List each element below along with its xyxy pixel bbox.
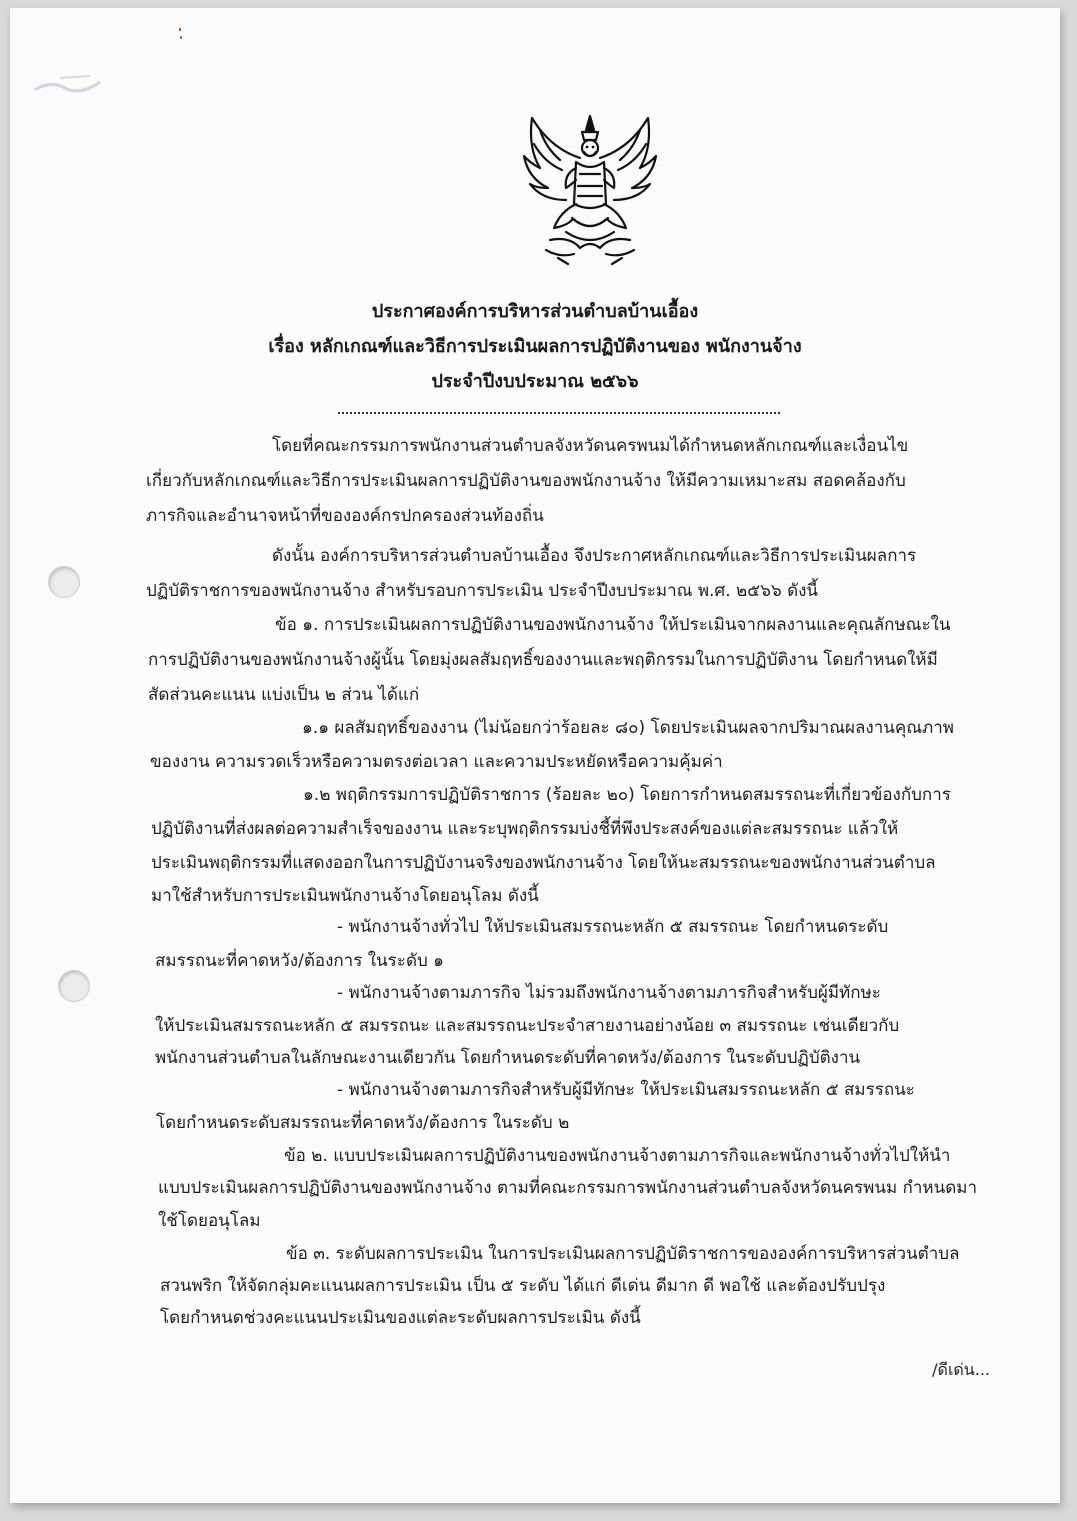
- dotted-divider: [338, 412, 780, 414]
- body-line: โดยกำหนดช่วงคะแนนประเมินของแต่ละระดับผลการประเมิน ดังนี้: [160, 1308, 641, 1328]
- body-line: ๑.๒ พฤติกรรมการปฏิบัติราชการ (ร้อยละ ๒๐) โดยการกำหนดสมรรถนะที่เกี่ยวข้องกับการ: [303, 785, 951, 805]
- announcement-title: ประกาศองค์การบริหารส่วนตำบลบ้านเอื้อง: [371, 301, 699, 322]
- body-line: ประเมินพฤติกรรมที่แสดงออกในการปฏิบังานจริงของพนักงานจ้าง โดยให้นะสมรรถนะของพนักงานส่วนตำบล: [151, 853, 936, 873]
- body-line: สมรรถนะที่คาดหวัง/ต้องการ ในระดับ ๑: [155, 951, 444, 971]
- body-line: แบบประเมินผลการปฏิบัติงานของพนักงานจ้าง ตามที่คณะกรรมการพนักงานส่วนตำบลจังหวัดนครพนม กำหนดมา: [158, 1178, 978, 1198]
- body-line: - พนักงานจ้างทั่วไป ให้ประเมินสมรรถนะหลัก ๕ สมรรถนะ โดยกำหนดระดับ: [337, 917, 889, 937]
- punch-hole: [48, 566, 80, 598]
- body-line: - พนักงานจ้างตามภารกิจ ไม่รวมถึงพนักงานจ้างตามภารกิจสำหรับผู้มีทักษะ: [337, 983, 881, 1003]
- body-line: ข้อ ๒. แบบประเมินผลการปฏิบัติงานของพนักงานจ้างตามภารกิจและพนักงานจ้างทั่วไปให้นำ: [284, 1146, 951, 1166]
- body-line: โดยที่คณะกรรมการพนักงานส่วนตำบลจังหวัดนครพนมได้กำหนดหลักเกณฑ์และเงื่อนไข: [272, 436, 909, 456]
- announcement-subject: เรื่อง หลักเกณฑ์และวิธีการประเมินผลการปฏิบัติงานของ พนักงานจ้าง: [268, 336, 802, 357]
- fiscal-year-line: ประจำปีงบประมาณ ๒๕๖๖: [431, 371, 639, 392]
- body-line: ของงาน ความรวดเร็วหรือความตรงต่อเวลา และความประหยัดหรือความคุ้มค่า: [150, 752, 723, 772]
- body-line: ใช้โดยอนุโลม: [158, 1211, 261, 1231]
- body-line: การปฏิบัติงานของพนักงานจ้างผู้นั้น โดยมุ่งผลสัมฤทธิ์ของงานและพฤติกรรมในการปฏิบัติงาน โดยกำหนดให้มี: [148, 650, 938, 670]
- body-line: ดังนั้น องค์การบริหารส่วนตำบลบ้านเอื้อง จึงประกาศหลักเกณฑ์และวิธีการประเมินผลการ: [272, 546, 917, 566]
- body-line: สัดส่วนคะแนน แบ่งเป็น ๒ ส่วน ได้แก่: [148, 685, 420, 705]
- body-line: พนักงานส่วนตำบลในลักษณะงานเดียวกัน โดยกำหนดระดับที่คาดหวัง/ต้องการ ในระดับปฏิบัติงาน: [155, 1048, 861, 1068]
- body-line: ปฏิบัติราชการของพนักงานจ้าง สำหรับรอบการประเมิน ประจำปีงบประมาณ พ.ศ. ๒๕๖๖ ดังนี้: [146, 581, 819, 601]
- body-line: โดยกำหนดระดับสมรรถนะที่คาดหวัง/ต้องการ ในระดับ ๒: [156, 1113, 570, 1133]
- body-line: ข้อ ๓. ระดับผลการประเมิน ในการประเมินผลการปฏิบัติราชการขององค์การบริหารส่วนตำบล: [286, 1244, 960, 1264]
- ink-smudge: [30, 70, 120, 100]
- body-line: - พนักงานจ้างตามภารกิจสำหรับผู้มีทักษะ ให้ประเมินสมรรถนะหลัก ๕ สมรรถนะ: [337, 1080, 915, 1100]
- document-page: [10, 8, 1060, 1503]
- body-line: ให้ประเมินสมรรถนะหลัก ๕ สมรรถนะ และสมรรถนะประจำสายงานอย่างน้อย ๓ สมรรถนะ เช่นเดียวกับ: [155, 1016, 900, 1036]
- body-line: ภารกิจและอำนาจหน้าที่ขององค์กรปกครองส่วนท้องถิ่น: [146, 506, 544, 526]
- body-line: มาใช้สำหรับการประเมินพนักงานจ้างโดยอนุโลม ดังนี้: [151, 886, 539, 906]
- body-line: ๑.๑ ผลสัมฤทธิ์ของงาน (ไม่น้อยกว่าร้อยละ ๘๐) โดยประเมินผลจากปริมาณผลงานคุณภาพ: [302, 718, 954, 738]
- body-line: เกี่ยวกับหลักเกณฑ์และวิธีการประเมินผลการปฏิบัติงานของพนักงานจ้าง ให้มีความเหมาะสม สอดคล้องกับ: [146, 471, 906, 491]
- body-line: ข้อ ๑. การประเมินผลการปฏิบัติงานของพนักงานจ้าง ให้ประเมินจากผลงานและคุณลักษณะใน: [275, 615, 951, 635]
- paper-speck: [178, 28, 184, 42]
- garuda-emblem: [510, 108, 670, 268]
- body-line: สวนพริก ให้จัดกลุ่มคะแนนผลการประเมิน เป็น ๕ ระดับ ได้แก่ ดีเด่น ดีมาก ดี พอใช้ และต้องปรับปรุง: [160, 1276, 886, 1296]
- punch-hole: [58, 970, 90, 1002]
- page-continuation: /ดีเด่น...: [932, 1360, 990, 1379]
- body-line: ปฏิบัติงานที่ส่งผลต่อความสำเร็จของงาน และระบุพฤติกรรมบ่งชี้ที่พึงประสงค์ของแต่ละสมรรถนะ แล้วให้: [151, 819, 899, 839]
